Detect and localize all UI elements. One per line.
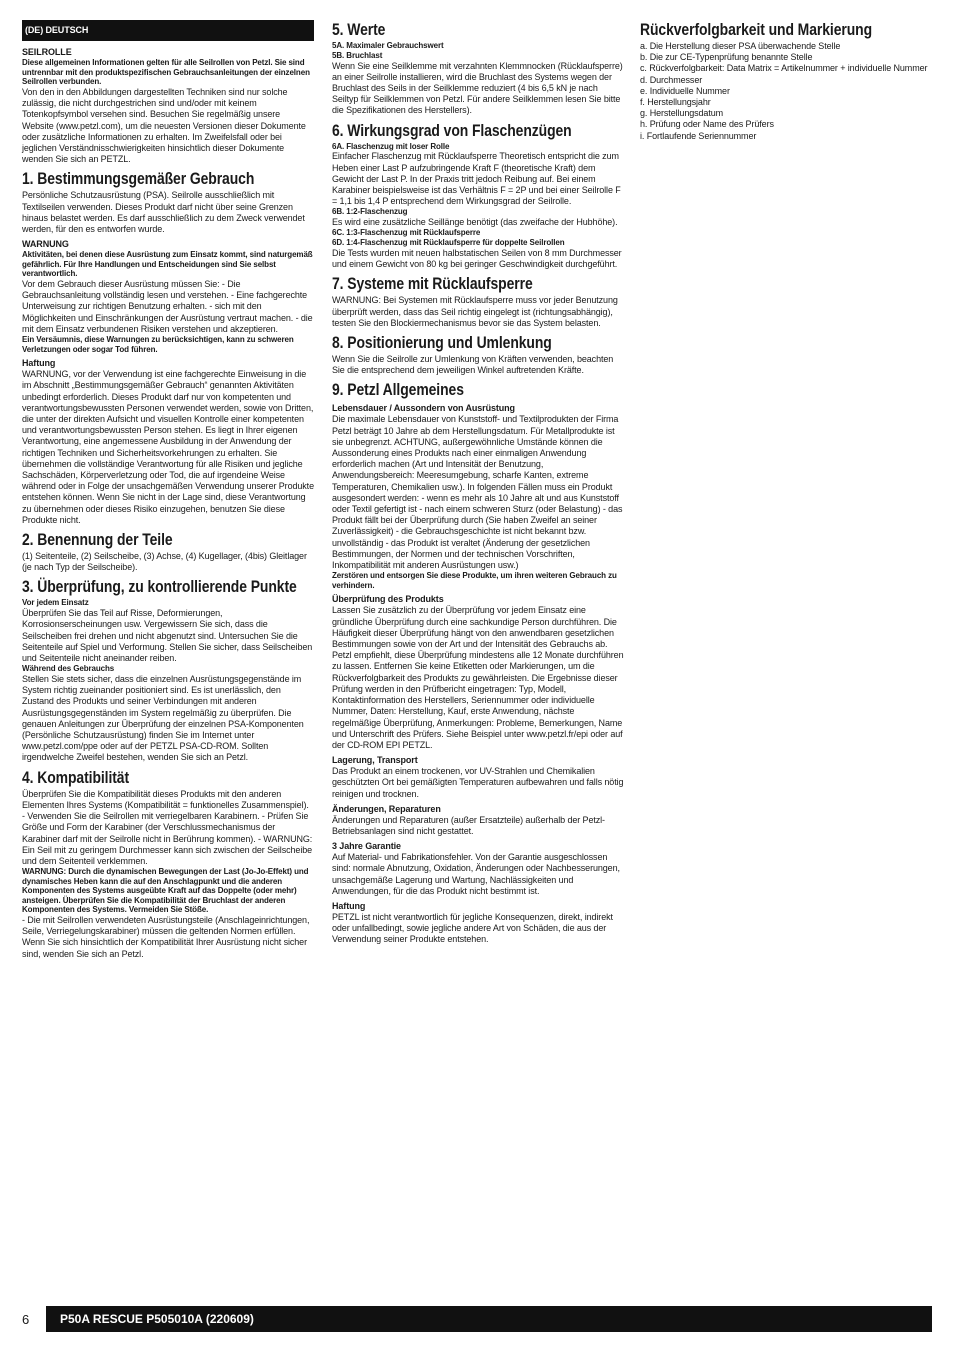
column-1 [22, 20, 314, 960]
section-9-sub-2: Überprüfung des Produkts [332, 594, 444, 605]
traceability-item: a. Die Herstellung dieser PSA überwachende Stelle [640, 41, 841, 51]
column-3 [640, 20, 932, 142]
traceability-item: h. Prüfung oder Name des Prüfers [640, 119, 774, 130]
section-6-text-1: Einfacher Flaschenzug mit Rücklaufsperre Theoretisch entspricht die zum Heben einer Last P aufzubringende Kraft F (theoretische Kraft) dem Gewicht der Last P. In der Praxis tritt jedoch Reibung auf. Bei einem Karabiner beispielsweise ist das Verhältnis F = 2P und bei einer Seilrolle F = 1,1 bis 1,4 P entsprechend dem Wirkungsgrad der Seilrolle. [332, 151, 621, 207]
intro-bold: Diese allgemeinen Informationen gelten für alle Seilrollen von Petzl. Sie sind untrennbar mit den produktspezifischen Gebrauchsanleitungen der einzelnen Seilrollen verbunden. [22, 58, 310, 87]
section-9-text-3: Das Produkt an einem trockenen, vor UV-Strahlen und Chemikalien geschützten Ort bei gemäßigten Temperaturen aufbewahren und falls nötig reinigen und trocknen. [332, 766, 624, 799]
section-1-text: Persönliche Schutzausrüstung (PSA). Seilrolle ausschließlich mit Textilseilen verwenden. Dieses Produkt darf nicht über seine Grenzen hinaus belastet werden. Es darf ausschließlich zu dem Zweck verwendet werden, für den es entworfen wurde. [22, 190, 305, 235]
document-reference: P50A RESCUE P505010A (220609) [46, 1306, 932, 1332]
section-5-sub-1: 5A. Maximaler Gebrauchswert [332, 41, 444, 50]
section-8-title: 8. Positionierung und Umlenkung [332, 333, 552, 353]
section-9-text-5: Auf Material- und Fabrikationsfehler. Von der Garantie ausgeschlossen sind: normale Abnutzung, Oxidation, Änderungen oder Nachbesserungen, unsachgemäße Lagerung und Wartung, Nachlässigkeiten und Anwendungen, für die das Produkt nicht bestimmt ist. [332, 852, 620, 896]
traceability-item: d. Durchmesser [640, 74, 703, 85]
section-3-title: 3. Überprüfung, zu kontrollierende Punkte [22, 577, 297, 597]
section-9-text-6: PETZL ist nicht verantwortlich für jegliche Konsequenzen, direkt, indirekt oder unfallbedingt, sowie jegliche andere Art von Schäden, die aus der Verwendung seiner Produkte entstehen. [332, 911, 613, 945]
section-6-sub-3: 6C. 1:3-Flaschenzug mit Rücklaufsperre [332, 228, 481, 238]
warning-title: WARNUNG [22, 239, 69, 250]
traceability-item: g. Herstellungsdatum [640, 108, 724, 119]
section-6-sub-1: 6A. Flaschenzug mit loser Rolle [332, 141, 450, 151]
section-6-text-3: Die Tests wurden mit neuen halbstatischen Seilen von 8 mm Durchmesser und einem Gewicht von 80 kg bei geringer Geschwindigkeit durchgeführt. [332, 248, 622, 270]
warning-bold-2: Ein Versäumnis, diese Warnungen zu berücksichtigen, kann zu schweren Verletzungen oder sogar Tod führen. [22, 335, 294, 354]
section-5-title: 5. Werte [332, 20, 386, 39]
section-9-sub-1: Lebensdauer / Aussondern von Ausrüstung [332, 403, 515, 414]
traceability-title: Rückverfolgbarkeit und Markierung [640, 20, 873, 39]
section-3-sub-1: Vor jedem Einsatz [22, 598, 89, 608]
section-9-sub-6: Haftung [332, 900, 366, 911]
section-7-title: 7. Systeme mit Rücklaufsperre [332, 274, 533, 294]
section-7-text: WARNUNG: Bei Systemen mit Rücklaufsperre muss vor jeder Benutzung überprüft werden, dass das Seil richtig eingelegt ist (richtungsabhängig), testen Sie den Blockiermechanismus bevor sie das System belasten. [332, 295, 618, 328]
traceability-item: c. Rückverfolgbarkeit: Data Matrix = Artikelnummer + individuelle Nummer [640, 63, 928, 74]
section-6-sub-4: 6D. 1:4-Flaschenzug mit Rücklaufsperre für doppelte Seilrollen [332, 238, 565, 248]
traceability-item: b. Die zur CE-Typenprüfung benannte Stelle [640, 52, 813, 63]
section-1-title: 1. Bestimmungsgemäßer Gebrauch [22, 169, 255, 189]
section-8-text: Wenn Sie die Seilrolle zur Umlenkung von Kräften verwenden, beachten Sie die entsprechend dem jeweiligen Winkel auftretenden Kräfte. [332, 354, 614, 376]
page-number: 6 [22, 1312, 30, 1327]
section-6-title: 6. Wirkungsgrad von Flaschenzügen [332, 120, 572, 140]
section-9-bold-1: Zerstören und entsorgen Sie diese Produkte, um ihren weiteren Gebrauch zu verhindern. [332, 571, 617, 590]
section-4-bold: WARNUNG: Durch die dynamischen Bewegungen der Last (Jo-Jo-Effekt) und dynamisches Heben kann die auf den Anschlagpunkt und die anderen Komponenten des Systems ausgeübte Kraft auf das Doppelte (oder mehr) ansteigen. Überprüfen Sie die Kompatibilität der Bruchlast der anderen Komponenten des Systems. Vermeiden Sie Stöße. [22, 867, 309, 915]
liability-text: WARNUNG, vor der Verwendung ist eine fachgerechte Einweisung in die im Abschnitt „Bestimmungsgemäßer Gebrauch“ genannten Aktivitäten unbedingt erforderlich. Dieses Produkt darf nur von kompetenten und verantwortungsbewussten Personen verwendet werden, sowie von Dritten, die unter der direkten Aufsicht und visuellen Kontrolle einer kompetenten und verantwortungsbewussten Person stehen. Es liegt in Ihrer eigenen Verantwortung, eine angemessene Ausbildung in der Anwendung der richtigen Techniken und Sicherheitsvorkehrungen zu erhalten. Sie übernehmen die vollständige Verantwortung für alle Risiken und jegliche Sachschäden, Körperverletzung oder Tod, die auf irgendeine Weise während oder in Folge der unsachgemäßen Verwendung unserer Produkte entstehen können. Wenn Sie nicht in der Lage sind, diese Verantwortung zu übernehmen oder dieses Risiko einzugehen, benutzen Sie diese Produkte nicht. [22, 369, 314, 525]
product-name: SEILROLLE [22, 47, 72, 58]
column-2 [332, 20, 624, 946]
intro-text: Von den in den Abbildungen dargestellten Techniken sind nur solche zulässig, die nicht durchgestrichen sind und/oder mit keinem Totenkopfsymbol versehen sind. Besuchen Sie regelmäßig unsere Website (www.petzl.com), um die neuesten Versionen dieser Dokumente oder zusätzliche Informationen zu erhalten. Im Zweifelsfall oder bei jeglichen Verständnisschwierigkeiten hinsichtlich dieser Dokumente wenden Sie sich an PETZL. [22, 86, 306, 165]
section-9-text-4: Änderungen und Reparaturen (außer Ersatzteile) außerhalb der Petzl-Betriebsanlagen sind nicht gestattet. [332, 814, 605, 836]
liability-title: Haftung [22, 358, 56, 369]
section-4-text-1: Überprüfen Sie die Kompatibilität dieses Produkts mit den anderen Elementen Ihres Systems (Kompatibilität = funktionelles Zusammenspiel). - Verwenden Sie die Seilrollen mit verriegelbaren Karabinern. - Prüfen Sie Größe und Form der Karabiner (der Verschlussmechanismus der Karabiner darf mit der Seilrolle nicht in Berührung kommen). - WARNUNG: Ein Seil mit zu geringem Durchmesser kann sich zwischen der Seilscheibe und dem Seitenteil verklemmen. [22, 788, 313, 866]
footer [0, 1306, 954, 1332]
section-3-sub-2: Während des Gebrauchs [22, 664, 115, 674]
traceability-item: i. Fortlaufende Seriennummer [640, 130, 757, 141]
section-3-text-1: Überprüfen Sie das Teil auf Risse, Deformierungen, Korrosionserscheinungen usw. Vergewissern Sie sich, dass die Seilscheiben frei drehen und nicht abgenutzt sind. Untersuchen Sie die Seitenteile auf Spiel und Verformung. Stellen Sie sicher, dass Seilscheiben und Seitenteile nicht aneinander reiben. [22, 608, 313, 664]
section-9-text-1: Die maximale Lebensdauer von Kunststoff- und Textilprodukten der Firma Petzl beträgt 10 Jahre ab dem Herstellungsdatum. Für Metallprodukte ist sie unbegrenzt. ACHTUNG, außergewöhnliche Umstände können die Aussonderung eines Produkts nach einer einmaligen Anwendung erforderlich machen (Art und Intensität der Benutzung, Anwendungsbereich: Meeresumgebung, scharfe Kanten, extreme Temperaturen, Chemikalien usw.). In folgenden Fällen muss ein Produkt ausgesondert werden: - wenn es mehr als 10 Jahre alt und aus Kunststoff oder Textil gefertigt ist - nach einem schweren Sturz (oder Belastung) - das Produkt fällt bei der Überprüfung durch (Sie haben Zweifel an seiner Zuverlässigkeit) - die Gebrauchsgeschichte ist nicht bekannt bzw. unvollständig - das Produkt ist veraltet (Änderung der gesetzlichen Bestimmungen, der Normen und der technischen Vorschriften, Inkompatibilität mit anderen Ausrüstungen usw.) [332, 414, 623, 571]
section-5-sub-2: 5B. Bruchlast [332, 50, 383, 60]
section-3-text-2: Stellen Sie stets sicher, dass die einzelnen Ausrüstungsgegenstände im System richtig zueinander positioniert sind. Es ist unerlässlich, den Zustand des Produkts und seiner Verbindungen mit anderen Ausrüstungsgegenständen im System regelmäßig zu überprüfen. Die genauen Anleitungen zur Überprüfung der einzelnen PSA-Komponenten (Persönliche Schutzausrüstung) finden Sie im Internet unter www.petzl.com/ppe oder auf der PETZL PSA-CD-ROM. Sollten irgendwelche Zweifel bestehen, wenden Sie sich an Petzl. [22, 674, 304, 763]
section-5-text: Wenn Sie eine Seilklemme mit verzahnten Klemmnocken (Rücklaufsperre) an einer Seilrolle installieren, wird die Bruchlast des Systems wegen der Bruchlast des Seils in der Seilklemme reduziert (4 bis 6,5 kN je nach Seiltyp für Seilklemmen von Petzl. Für andere Seilklemmen lesen Sie bitte die Spezifikationen des Herstellers). [332, 60, 623, 116]
traceability-list [640, 41, 932, 142]
section-4-text-2: - Die mit Seilrollen verwendeten Ausrüstungsteile (Anschlageinrichtungen, Seile, Verriegelungskarabiner) müssen die geltenden Normen erfüllen. Wenn Sie sich hinsichtlich der Kompatibilität Ihrer Ausrüstung nicht sicher sind, wenden Sie sich an Petzl. [22, 915, 310, 959]
section-2-title: 2. Benennung der Teile [22, 530, 173, 550]
warning-text: Vor dem Gebrauch dieser Ausrüstung müssen Sie: - Die Gebrauchsanleitung vollständig lesen und verstehen. - Eine fachgerechte Unterweisung zur richtigen Benutzung erhalten. - sich mit den Möglichkeiten und Einschränkungen der Ausrüstung vertraut machen. - die mit dem Einsatz verbundenen Risiken verstehen und akzeptieren. [22, 279, 313, 334]
section-9-text-2: Lassen Sie zusätzlich zu der Überprüfung vor jedem Einsatz eine gründliche Überprüfung durch eine sachkundige Person durchführen. Die Häufigkeit dieser Überprüfung hängt von den anwendbaren gesetzlichen Bestimmungen sowie von der Art und der Intensität des Gebrauchs ab. Petzl empfiehlt, diese Überprüfung mindestens alle 12 Monate durchführen zu lassen. Entfernen Sie keine Etiketten oder Markierungen, um die Rückverfolgbarkeit des Produkts zu gewährleisten. Die Ergebnisse dieser Prüfung werden in den Prüfbericht eingetragen: Typ, Modell, Kontaktinformation des Herstellers, Seriennummer oder individuelle Nummer, Daten: Herstellung, Kauf, erste Anwendung, nächste regelmäßige Überprüfung, Anmerkungen: Probleme, Bemerkungen, Name und Unterschrift des Prüfers. Siehe Beispiel unter www.petzl.fr/epi oder auf der CD-ROM EPI PETZL. [332, 605, 624, 750]
section-9-sub-5: 3 Jahre Garantie [332, 841, 401, 852]
traceability-item: e. Individuelle Nummer [640, 85, 730, 96]
warning-bold-1: Aktivitäten, bei denen diese Ausrüstung zum Einsatz kommt, sind naturgemäß gefährlich. Für Ihre Handlungen und Entscheidungen sind Sie selbst verantwortlich. [22, 250, 313, 279]
section-6-text-2: Es wird eine zusätzliche Seillänge benötigt (das zweifache der Hubhöhe). [332, 217, 618, 228]
section-9-title: 9. Petzl Allgemeines [332, 380, 464, 400]
section-4-title: 4. Kompatibilität [22, 767, 130, 787]
language-header: (DE) DEUTSCH [22, 20, 314, 41]
section-6-sub-2: 6B. 1:2-Flaschenzug [332, 207, 408, 217]
section-2-text: (1) Seitenteile, (2) Seilscheibe, (3) Achse, (4) Kugellager, (4bis) Gleitlager (je nach Typ der Seilscheibe). [22, 551, 307, 573]
traceability-item: f. Herstellungsjahr [640, 97, 711, 108]
section-9-sub-4: Änderungen, Reparaturen [332, 803, 441, 814]
section-9-sub-3: Lagerung, Transport [332, 755, 418, 766]
